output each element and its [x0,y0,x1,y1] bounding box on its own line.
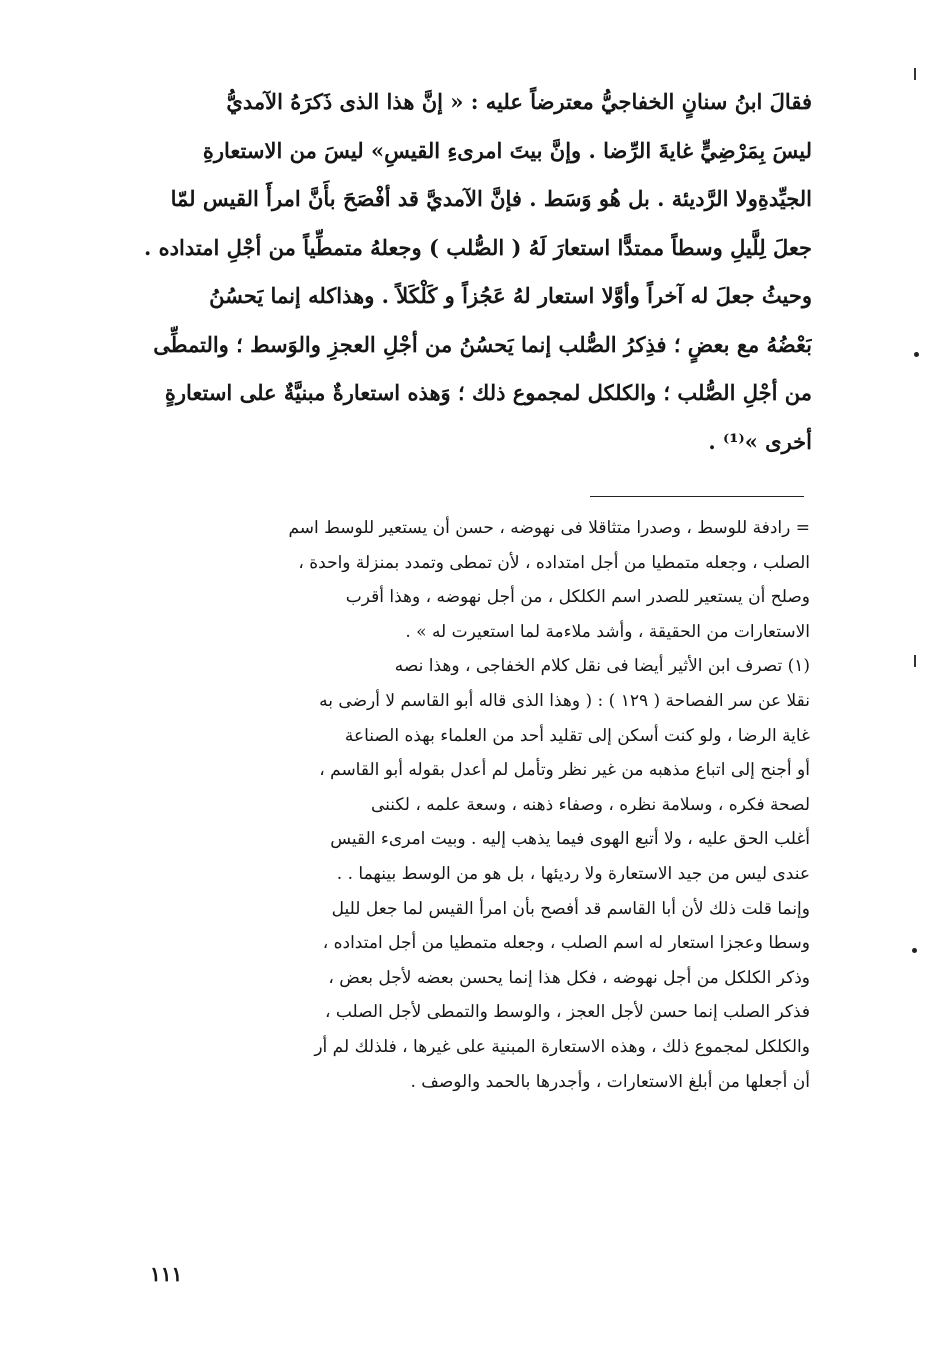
footnote-line: عندى ليس من جيد الاستعارة ولا رديئها ، بل هو من الوسط بينهما . . [336,863,810,884]
main-text-line: فقالَ ابنُ سنانٍ الخفاجيُّ معترضاً عليه : « إنَّ هذا الذى ذَكرَهُ الآمديُّ [226,89,812,114]
footnote-line: (١) تصرف ابن الأثير أيضا فى نقل كلام الخفاجى ، وهذا نصه [394,656,810,677]
footnote-line: لصحة فكره ، وسلامة نظره ، وصفاء ذهنه ، وسعة علمه ، لكننى [370,794,810,815]
footnote-line: الصلب ، وجعله متمطيا من أجل امتداده ، لأن تمطى وتمدد بمنزلة واحدة ، [298,552,810,573]
footnotes-block [152,511,810,1099]
footnote-line: وذكر الكلكل من أجل نهوضه ، فكل هذا إنما يحسن بعضه لأجل بعض ، [328,967,810,988]
footnote-line: وسطا وعجزا استعار له اسم الصلب ، وجعله متمطيا من أجل امتداده ، [322,933,810,954]
footnote-line: الاستعارات من الحقيقة ، وأشد ملاءمة لما استعيرت له » . [405,621,810,642]
main-text-line: الجيِّدةِولا الرَّديئة . بل هُو وَسَط . فإنَّ الآمديَّ قد أفْصَحَ بأَنَّ امرأَ القيس لمّا [170,186,812,211]
margin-mark [914,352,919,357]
footnote-line: أغلب الحق عليه ، ولا أتبع الهوى فيما يذهب إليه . وبيت امرىء القيس [330,829,810,850]
main-text-line: أخرى »⁽¹⁾ . [708,428,812,454]
margin-mark [912,948,917,953]
footnote-line: وإنما قلت ذلك لأن أبا القاسم قد أفصح بأن امرأ القيس لما جعل لليل [331,898,810,919]
margin-mark [914,655,916,667]
footnote-line: نقلا عن سر الفصاحة ( ١٢٩ ) : ( وهذا الذى قاله أبو القاسم لا أرضى به [319,690,810,711]
footnote-separator [590,496,804,497]
footnote-line: = رادفة للوسط ، وصدرا متثاقلا فى نهوضه ، حسن أن يستعير للوسط اسم [288,518,810,538]
margin-mark [914,68,916,80]
page-number: ١١١ [150,1262,183,1286]
main-text-line: من أجْلِ الصُّلب ؛ والكلكل لمجموع ذلك ؛ وَهذه استعارةٌ مبنيَّةٌ على استعارةٍ [164,380,812,405]
footnote-line: فذكر الصلب إنما حسن لأجل العجز ، والوسط والتمطى لأجل الصلب ، [324,1002,810,1023]
footnote-line: غاية الرضا ، ولو كنت أسكن إلى تقليد أحد من العلماء بهذه الصناعة [344,725,810,746]
footnote-line: وصلح أن يستعير للصدر اسم الكلكل ، من أجل نهوضه ، وهذا أقرب [345,587,810,608]
main-text-line: بَعْضُهُ مع بعضٍ ؛ فذِكرُ الصُّلب إنما يَحسُنُ من أجْلِ العجزِ والوَسط ؛ والتمطِّى [153,331,812,357]
main-text-line: ليسَ بِمَرْضِيٍّ غايةَ الرِّضا . وإنَّ بيتَ امرىءِ القيسِ» ليسَ من الاستعارةِ [202,137,812,163]
main-text-line: وحيثُ جعلَ له آخراً وأوَّلا استعار لهُ عَجُزاً و كَلْكَلاً . وهذاكله إنما يَحسُنُ [209,283,812,308]
main-text-line: جعلَ لِلَّيلِ وسطاً ممتدًّا استعارَ لَهُ ( الصُّلب ) وجعلهُ متمطِّياً من أجْلِ امتداده . [144,234,812,260]
footnote-line: والكلكل لمجموع ذلك ، وهذه الاستعارة المبنية على غيرها ، فلذلك لم أر [314,1036,810,1057]
footnote-line: أو أجنح إلى اتباع مذهبه من غير نظر وتأمل لم أعدل بقوله أبو القاسم ، [319,760,810,781]
footnote-line: أن أجعلها من أبلغ الاستعارات ، وأجدرها بالحمد والوصف . [410,1071,810,1092]
main-text-block [100,78,812,466]
